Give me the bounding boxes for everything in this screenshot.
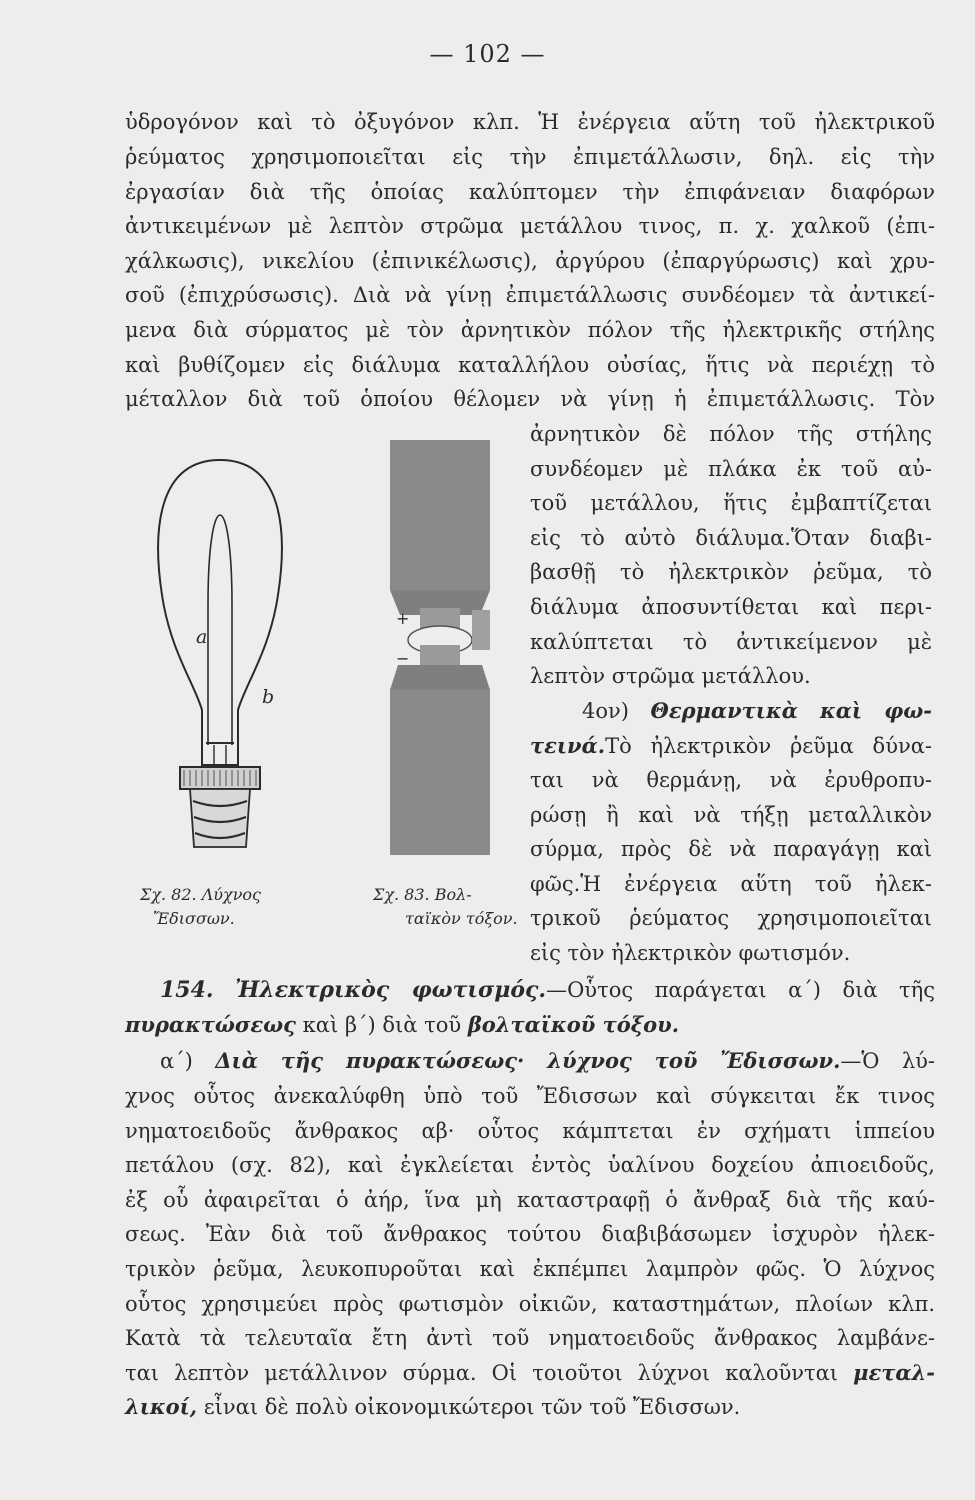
text-run: —Οὗτος παράγεται α΄) διὰ τῆς <box>546 978 935 1002</box>
section-title: Ἠλεκτρικὸς φωτισμός. <box>235 977 547 1003</box>
bold-term: λικοί, <box>125 1394 198 1419</box>
subheading-title: Θερμαντικὰ καὶ φω- <box>650 698 932 723</box>
text-line: λεπτὸν στρῶμα μετάλλου. <box>530 664 811 688</box>
section-heading-line <box>160 977 935 1003</box>
text-line <box>125 1360 935 1386</box>
text-line: χάλκωσις), νικελίου (ἐπινικέλωσις), ἀργύρου (ἐπαργύρωσις) καὶ χρυ- <box>125 249 935 273</box>
label-b: b <box>262 686 275 708</box>
page-number: — 102 — <box>429 40 546 68</box>
text-line: σοῦ (ἐπιχρύσωσις). Διὰ νὰ γίνῃ ἐπιμετάλλωσις συνδέομεν τὰ ἀντικεί- <box>125 283 935 307</box>
text-line: νηματοειδοῦς ἄνθρακος αβ· οὗτος κάμπτεται ἐν σχήματι ἱππείου <box>125 1119 935 1143</box>
text-line: ῥεύματος χρησιμοποιεῖται εἰς τὴν ἐπιμετάλλωσιν, δηλ. εἰς τὴν <box>125 145 935 169</box>
subheading-line <box>582 698 932 724</box>
text-line: μενα διὰ σύρματος μὲ τὸν ἀρνητικὸν πόλον τῆς ἠλεκτρικῆς στήλης <box>125 318 935 342</box>
text-line <box>125 1012 679 1038</box>
text-line: φῶς.Ἡ ἐνέργεια αὕτη τοῦ ἠλεκ- <box>530 872 932 896</box>
paragraph-title: Διὰ τῆς πυρακτώσεως· λύχνος τοῦ Ἔδισσων. <box>215 1048 841 1073</box>
text-line <box>125 1394 740 1420</box>
text-run: εἶναι δὲ πολὺ οἰκονομικώτεροι τῶν τοῦ Ἔδισσων. <box>203 1395 741 1419</box>
text-line: ἀρνητικὸν δὲ πόλον τῆς στήλης <box>530 422 932 446</box>
bold-term: βολταϊκοῦ τόξου. <box>467 1012 680 1037</box>
text-run: α΄) <box>160 1049 193 1073</box>
voltaic-arc-figure <box>380 440 500 860</box>
figure-83-caption-2: ταϊκὸν τόξον. <box>405 909 518 928</box>
text-line: τρικοῦ ῥεύματος χρησιμοποιεῖται <box>530 906 932 930</box>
figure-82-caption-1: Σχ. 82. Λύχνος <box>140 885 262 904</box>
text-run: Τὸ ἠλεκτρικὸν ῥεῦμα δύνα- <box>605 734 932 758</box>
label-a: a <box>196 626 208 648</box>
text-line: Κατὰ τὰ τελευταῖα ἔτη ἀντὶ τοῦ νηματοειδοῦς ἄνθρακος λαμβάνε- <box>125 1326 935 1350</box>
svg-text:−: − <box>396 649 410 668</box>
subheading-number: 4ον) <box>582 699 629 723</box>
text-line: καλύπτεται τὸ ἀντικείμενον μὲ <box>530 630 932 654</box>
figure-83-caption-1: Σχ. 83. Βολ- <box>373 885 472 904</box>
subheading-line <box>530 733 932 759</box>
text-line: διάλυμα ἀποσυντίθεται καὶ περι- <box>530 595 932 619</box>
text-line: ἐξ οὗ ἀφαιρεῖται ὁ ἀήρ, ἵνα μὴ καταστραφῇ ὁ ἄνθραξ διὰ τῆς καύ- <box>125 1188 935 1212</box>
text-line: πετάλου (σχ. 82), καὶ ἐγκλείεται ἐντὸς ὑαλίνου δοχείου ἀπιοειδοῦς, <box>125 1153 935 1177</box>
text-line: οὗτος χρησιμεύει πρὸς φωτισμὸν οἰκιῶν, καταστημάτων, πλοίων κλπ. <box>125 1292 935 1316</box>
figure-82-caption-2: Ἔδισσων. <box>153 909 235 928</box>
bold-term: μεταλ- <box>853 1360 935 1385</box>
text-line: ἀντικειμένων μὲ λεπτὸν στρῶμα μετάλλου τινος, π. χ. χαλκοῦ (ἐπι- <box>125 214 935 238</box>
text-run: —Ὁ λύ- <box>840 1049 935 1073</box>
text-line: χνος οὗτος ἀνεκαλύφθη ὑπὸ τοῦ Ἔδισσων καὶ σύγκειται ἔκ τινος <box>125 1084 935 1108</box>
bold-term: πυρακτώσεως <box>125 1012 296 1037</box>
text-line: καὶ βυθίζομεν εἰς διάλυμα καταλλήλου οὐσίας, ἥτις νὰ περιέχῃ τὸ <box>125 353 935 377</box>
text-line: σύρμα, πρὸς δὲ νὰ παραγάγῃ καὶ <box>530 837 932 861</box>
text-line: εἰς τὸν ἠλεκτρικὸν φωτισμόν. <box>530 941 851 965</box>
text-line: ἐργασίαν διὰ τῆς ὁποίας καλύπτομεν τὴν ἐπιφάνειαν διαφόρων <box>125 180 935 204</box>
paragraph-heading-line <box>160 1048 935 1074</box>
text-line: ὑδρογόνον καὶ τὸ ὀξυγόνον κλπ. Ἡ ἐνέργεια αὕτη τοῦ ἠλεκτρικοῦ <box>125 110 935 134</box>
text-line: συνδέομεν μὲ πλάκα ἐκ τοῦ αὐ- <box>530 457 932 481</box>
text-line: ται νὰ θερμάνῃ, νὰ ἐρυθροπυ- <box>530 768 932 792</box>
section-number: 154. <box>160 977 214 1003</box>
edison-lamp-figure <box>140 455 300 855</box>
text-line: τοῦ μετάλλου, ἥτις ἐμβαπτίζεται <box>530 491 932 515</box>
text-run: καὶ β΄) διὰ τοῦ <box>302 1013 462 1037</box>
text-line: ρώσῃ ἢ καὶ νὰ τήξῃ μεταλλικὸν <box>530 803 932 827</box>
svg-text:+: + <box>396 609 410 628</box>
text-line: εἰς τὸ αὐτὸ διάλυμα.Ὅταν διαβι- <box>530 526 932 550</box>
text-run: ται λεπτὸν μετάλλινον σύρμα. Οἱ τοιοῦτοι λύχνοι καλοῦνται <box>125 1361 839 1385</box>
subheading-title: τεινά. <box>530 733 606 758</box>
text-line: σεως. Ἐὰν διὰ τοῦ ἄνθρακος τούτου διαβιβάσωμεν ἰσχυρὸν ἠλεκ- <box>125 1222 935 1246</box>
text-line: βασθῇ τὸ ἠλεκτρικὸν ῥεῦμα, τὸ <box>530 560 932 584</box>
text-line: μέταλλον διὰ τοῦ ὁποίου θέλομεν νὰ γίνῃ ἡ ἐπιμετάλλωσις. Τὸν <box>125 387 935 411</box>
text-line: τρικὸν ῥεῦμα, λευκοπυροῦται καὶ ἐκπέμπει λαμπρὸν φῶς. Ὁ λύχνος <box>125 1257 935 1281</box>
